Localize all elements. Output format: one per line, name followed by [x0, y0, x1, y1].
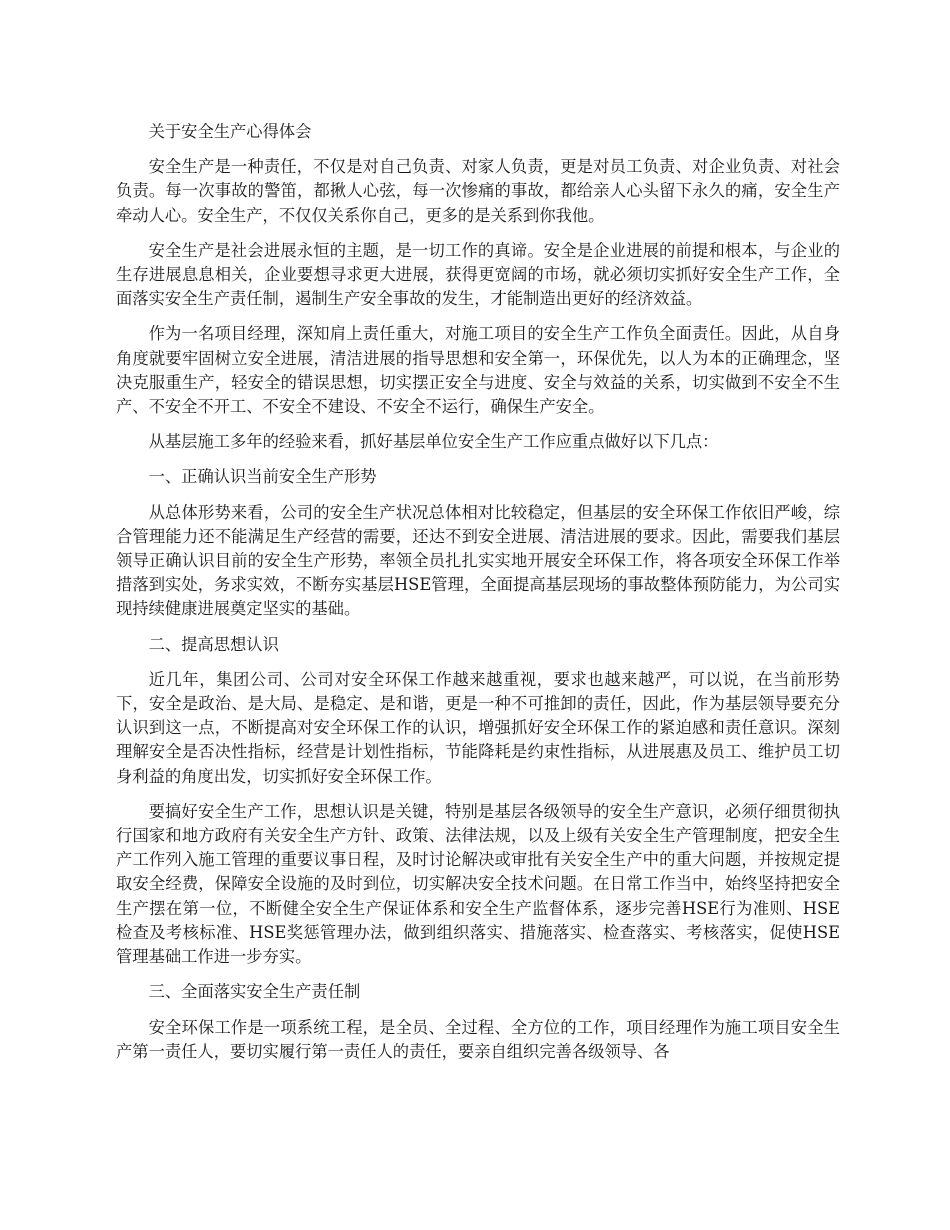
paragraph: 安全生产是一种责任，不仅是对自己负责、对家人负责，更是对员工负责、对企业负责、对社会负责。每一次事故的警笛，都揪人心弦，每一次惨痛的事故，都给亲人心头留下永久的痛，安全生产牵动人心。安全生产，不仅仅关系你自己，更多的是关系到你我他。 [116, 157, 840, 225]
document-page [116, 120, 840, 1075]
section-heading: 二、提高思想认识 [148, 634, 279, 654]
paragraph: 近几年，集团公司、公司对安全环保工作越来越重视，要求也越来越严，可以说，在当前形势下，安全是政治、是大局、是稳定、是和谐，更是一种不可推卸的责任，因此，作为基层领导要充分认识到这一点，不断提高对安全环保工作的认识，增强抓好安全环保工作的紧迫感和责任意识。深刻理解安全是否决性指标，经营是计划性指标，节能降耗是约束性指标，从进展惠及员工、维护员工切身利益的角度出发，切实抓好安全环保工作。 [116, 669, 840, 786]
document-title: 关于安全生产心得体会 [148, 122, 312, 141]
paragraph: 作为一名项目经理，深知肩上责任重大，对施工项目的安全生产工作负全面责任。因此，从自身角度就要牢固树立安全进展，清洁进展的指导思想和安全第一，环保优先，以人为本的正确理念，坚决克服重生产，轻安全的错误思想，切实摆正安全与进度、安全与效益的关系，切实做到不安全不生产、不安全不开工、不安全不建设、不安全不运行，确保生产安全。 [116, 324, 840, 417]
paragraph: 从总体形势来看，公司的安全生产状况总体相对比较稳定，但基层的安全环保工作依旧严峻，综合管理能力还不能满足生产经营的需要，还达不到安全进展、清洁进展的要求。因此，需要我们基层领导正确认识目前的安全生产形势，率领全员扎扎实实地开展安全环保工作，将各项安全环保工作举措落到实处，务求实效，不断夯实基层HSE管理，全面提高基层现场的事故整体预防能力，为公司实现持续健康进展奠定坚实的基础。 [116, 502, 840, 619]
paragraph: 要搞好安全生产工作，思想认识是关键，特别是基层各级领导的安全生产意识，必须仔细贯彻执行国家和地方政府有关安全生产方针、政策、法律法规，以及上级有关安全生产管理制度，把安全生产工作列入施工管理的重要议事日程，及时讨论解决或审批有关安全生产中的重大问题，并按规定提取安全经费，保障安全设施的及时到位，切实解决安全技术问题。在日常工作当中，始终坚持把安全生产摆在第一位，不断健全安全生产保证体系和安全生产监督体系，逐步完善HSE行为准则、HSE检查及考核标准、HSE奖惩管理办法，做到组织落实、措施落实、检查落实、考核落实，促使HSE管理基础工作进一步夯实。 [116, 801, 840, 967]
section-heading: 三、全面落实安全生产责任制 [148, 982, 361, 1002]
paragraph: 安全生产是社会进展永恒的主题，是一切工作的真谛。安全是企业进展的前提和根本，与企业的生存进展息息相关，企业要想寻求更大进展，获得更宽阔的市场，就必须切实抓好安全生产工作，全面落实安全生产责任制，遏制生产安全事故的发生，才能制造出更好的经济效益。 [116, 240, 840, 309]
section-heading: 一、正确认识当前安全生产形势 [148, 467, 377, 487]
paragraph: 安全环保工作是一项系统工程，是全员、全过程、全方位的工作，项目经理作为施工项目安全生产第一责任人，要切实履行第一责任人的责任，要亲自组织完善各级领导、各 [116, 1017, 840, 1061]
paragraph: 从基层施工多年的经验来看，抓好基层单位安全生产工作应重点做好以下几点： [148, 432, 719, 452]
